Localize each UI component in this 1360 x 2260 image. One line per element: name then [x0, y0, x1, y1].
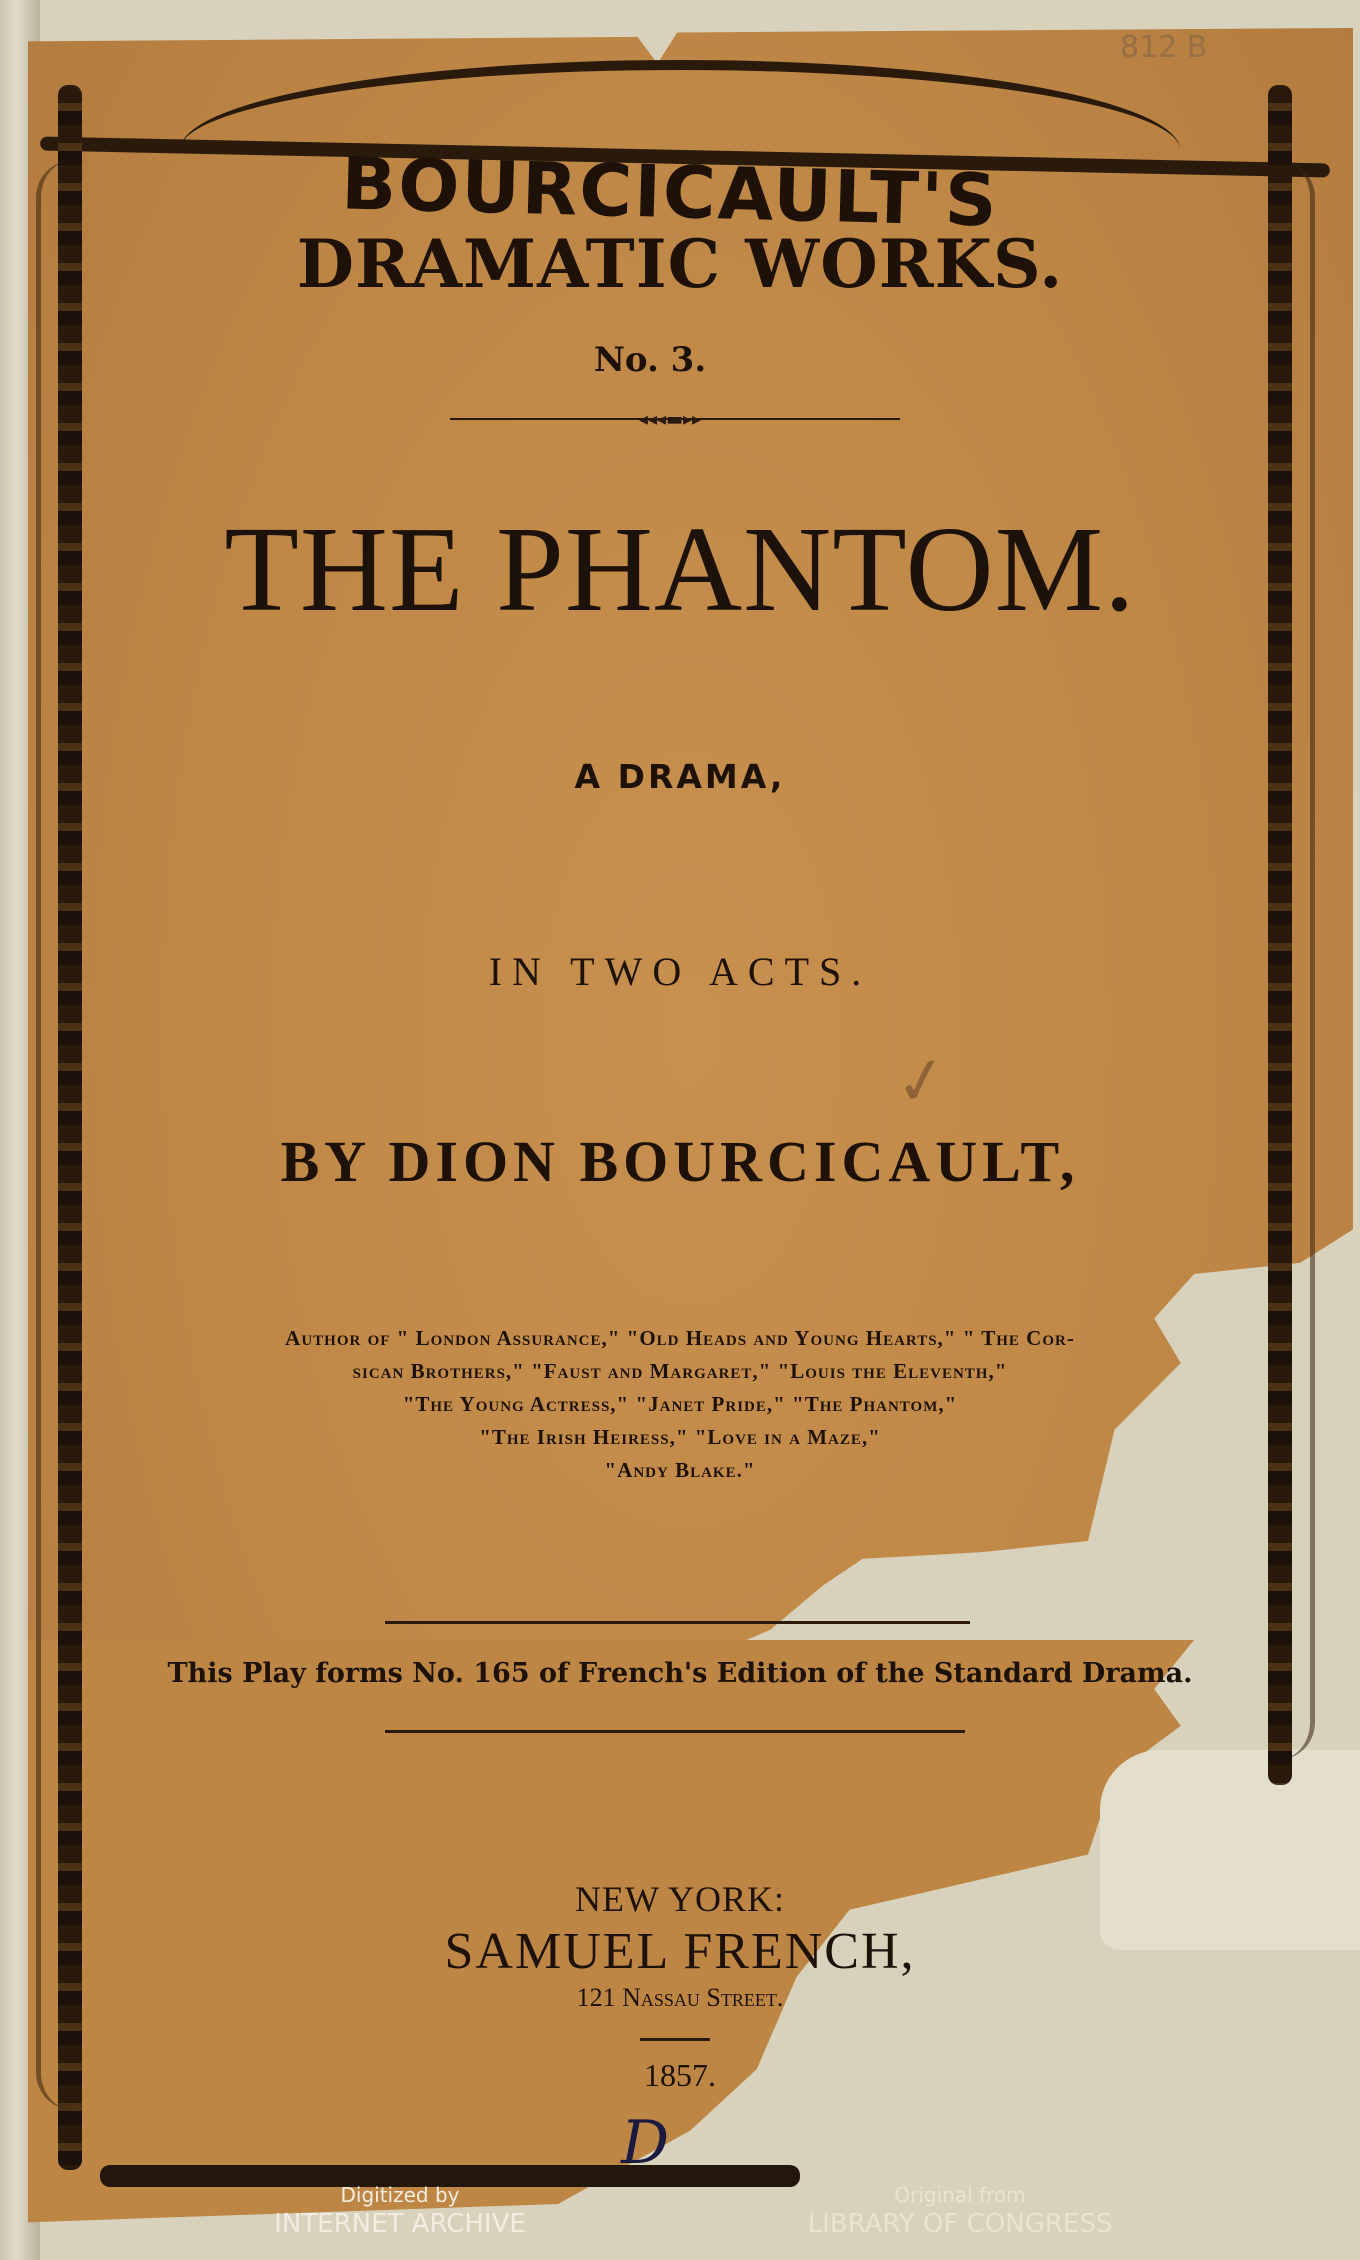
publisher-city: NEW YORK:	[575, 1879, 785, 1919]
series-number: No. 3.	[593, 340, 707, 380]
works-list-line: sican Brothers," "Faust and Margaret," "Louis the Eleventh,"	[352, 1359, 1008, 1383]
genre-line: A DRAMA,	[574, 757, 786, 796]
works-list-line: "The Irish Heiress," "Love in a Maze,"	[479, 1425, 881, 1449]
watermark-large-text: LIBRARY OF CONGRESS	[807, 2209, 1113, 2239]
ornament-icon: ◂◂◂▬▸▸	[638, 409, 702, 430]
edition-note: This Play forms No. 165 of French's Edition of the Standard Drama.	[167, 1658, 1193, 1689]
publisher-name: SAMUEL FRENCH,	[444, 1923, 916, 1980]
decorative-left-vine	[36, 160, 111, 2110]
short-rule	[640, 2038, 710, 2041]
publication-year: 1857.	[644, 2057, 716, 2093]
play-title: THE PHANTOM.	[224, 502, 1136, 637]
works-list-line: "The Young Actress," "Janet Pride," "The Phantom,"	[402, 1392, 958, 1416]
works-list-line: Author of " London Assurance," "Old Heads and Young Hearts," " The Cor-	[285, 1326, 1075, 1350]
acts-line: IN TWO ACTS.	[488, 949, 872, 994]
watermark-large-text: INTERNET ARCHIVE	[274, 2209, 526, 2239]
publisher-address: 121 Nassau Street.	[576, 1983, 784, 2012]
series-title-line2: DRAMATIC WORKS.	[296, 225, 1064, 303]
torn-corner	[1100, 1750, 1360, 1950]
handwritten-initial: D	[620, 2108, 670, 2178]
wavy-rule-bottom	[385, 1730, 965, 1733]
watermark-small-text: Digitized by	[340, 2183, 460, 2207]
digitized-by-watermark	[250, 2182, 550, 2240]
series-title-line1: BOURCICAULT'S	[340, 141, 1000, 243]
author-line: BY DION BOURCICAULT,	[280, 1129, 1080, 1194]
original-from-watermark	[800, 2182, 1120, 2240]
works-list	[120, 1322, 1240, 1487]
works-list-line: "Andy Blake."	[604, 1458, 756, 1482]
wavy-rule-top	[385, 1621, 970, 1624]
pencil-check-icon: ✓	[888, 1040, 955, 1124]
watermark-small-text: Original from	[894, 2183, 1026, 2207]
corner-pencil-mark: 812 B	[1120, 30, 1208, 65]
decorative-right-vine	[1240, 160, 1315, 1760]
